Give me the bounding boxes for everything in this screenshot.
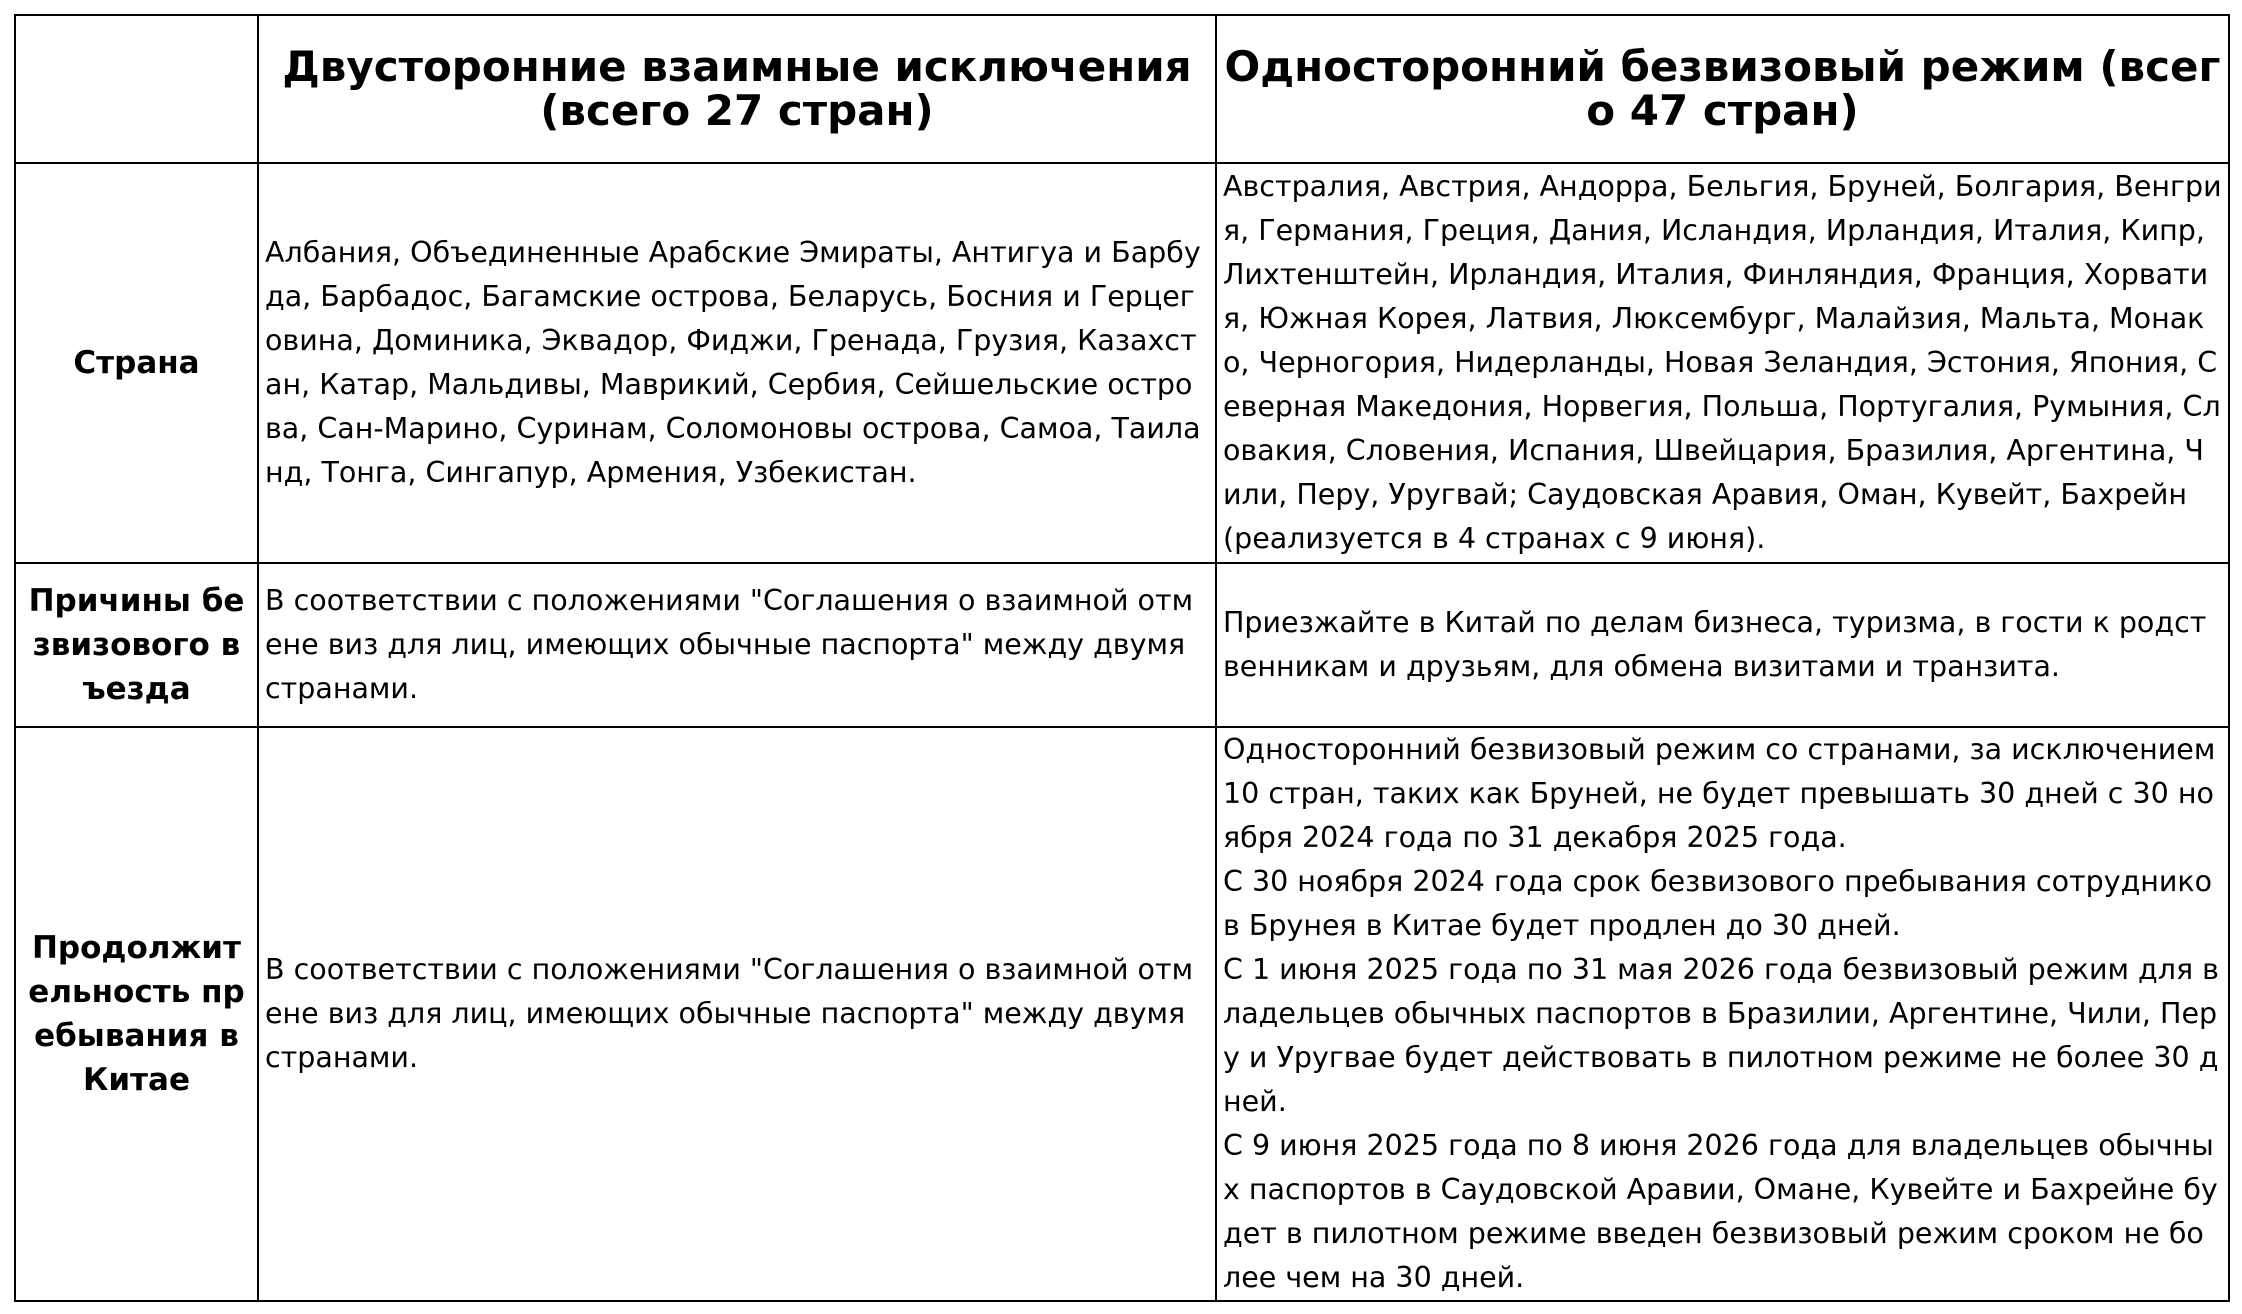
row-label-duration: Продолжительность пребывания в Китае bbox=[15, 727, 258, 1301]
duration-paragraph: С 9 июня 2025 года по 8 июня 2026 года для владельцев обычных паспортов в Саудовской Аравии, Омане, Кувейте и Бахрейне будет в пилотном режиме введен безвизовый режим сроком не более чем на 30 дней. bbox=[1223, 1129, 2218, 1294]
cell-bilateral-countries: Албания, Объединенные Арабские Эмираты, Антигуа и Барбуда, Барбадос, Багамские острова, Беларусь, Босния и Герцеговина, Доминика, Эквадор, Фиджи, Гренада, Грузия, Казахстан, Катар, Мальдивы, Маврикий, Сербия, Сейшельские острова, Сан-Марино, Суринам, Соломоновы острова, Самоа, Таиланд, Тонга, Сингапур, Армения, Узбекистан. bbox=[258, 163, 1216, 563]
table-row-country bbox=[15, 163, 2229, 563]
row-label-reason: Причины безвизового въезда bbox=[15, 563, 258, 727]
visa-free-table bbox=[14, 14, 2230, 1302]
cell-unilateral-duration bbox=[1216, 727, 2229, 1301]
header-unilateral: Односторонний безвизовый режим (всего 47 стран) bbox=[1216, 15, 2229, 163]
header-bilateral: Двусторонние взаимные исключения (всего 27 стран) bbox=[258, 15, 1216, 163]
cell-bilateral-reason: В соответствии с положениями "Соглашения о взаимной отмене виз для лиц, имеющих обычные паспорта" между двумя странами. bbox=[258, 563, 1216, 727]
duration-paragraph: Односторонний безвизовый режим со странами, за исключением 10 стран, таких как Бруней, не будет превышать 30 дней с 30 ноября 2024 года по 31 декабря 2025 года. bbox=[1223, 733, 2216, 854]
table-row-reason bbox=[15, 563, 2229, 727]
cell-unilateral-reason: Приезжайте в Китай по делам бизнеса, туризма, в гости к родственникам и друзьям, для обмена визитами и транзита. bbox=[1216, 563, 2229, 727]
duration-paragraph: С 1 июня 2025 года по 31 мая 2026 года безвизовый режим для владельцев обычных паспортов в Бразилии, Аргентине, Чили, Перу и Уругвае будет действовать в пилотном режиме не более 30 дней. bbox=[1223, 953, 2219, 1118]
duration-paragraph: С 30 ноября 2024 года срок безвизового пребывания сотрудников Брунея в Китае будет продлен до 30 дней. bbox=[1223, 865, 2213, 942]
row-label-country: Страна bbox=[15, 163, 258, 563]
table-row-duration bbox=[15, 727, 2229, 1301]
table-header-row bbox=[15, 15, 2229, 163]
corner-cell bbox=[15, 15, 258, 163]
cell-bilateral-duration: В соответствии с положениями "Соглашения о взаимной отмене виз для лиц, имеющих обычные паспорта" между двумя странами. bbox=[258, 727, 1216, 1301]
cell-unilateral-countries: Австралия, Австрия, Андорра, Бельгия, Бруней, Болгария, Венгрия, Германия, Греция, Дания, Исландия, Ирландия, Италия, Кипр, Лихтенштейн, Ирландия, Италия, Финляндия, Франция, Хорватия, Южная Корея, Латвия, Люксембург, Малайзия, Мальта, Монако, Черногория, Нидерланды, Новая Зеландия, Эстония, Япония, Северная Македония, Норвегия, Польша, Португалия, Румыния, Словакия, Словения, Испания, Швейцария, Бразилия, Аргентина, Чили, Перу, Уругвай; Саудовская Аравия, Оман, Кувейт, Бахрейн (реализуется в 4 странах с 9 июня). bbox=[1216, 163, 2229, 563]
